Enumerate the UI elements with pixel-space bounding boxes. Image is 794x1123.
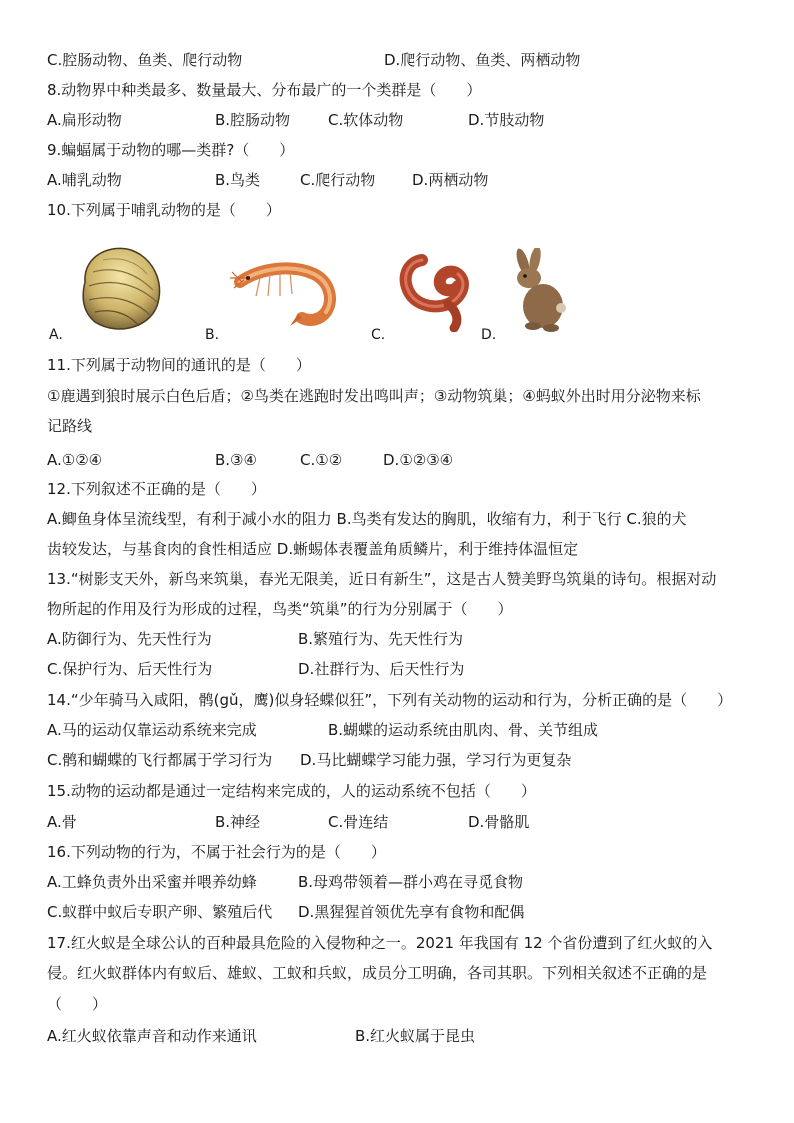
q13-option-b: B.繁殖行为、先天性行为: [298, 630, 464, 648]
q14-stem: 14.“少年骑马入咸阳，鹘(gǔ，鹰)似身轻蝶似狂”，下列有关动物的运动和行为，分析正确的是（ ）: [47, 691, 733, 709]
q8-option-c: C.软体动物: [328, 111, 404, 129]
q15-stem: 15.动物的运动都是通过一定结构来完成的，人的运动系统不包括（ ）: [47, 782, 536, 800]
clam-icon: [73, 242, 165, 334]
rabbit-icon: [503, 248, 573, 334]
q10-option-a: A.: [49, 327, 63, 343]
q14-option-c: C.鹘和蝴蝶的飞行都属于学习行为: [47, 751, 273, 769]
q14-option-a: A.马的运动仅靠运动系统来完成: [47, 721, 257, 739]
q16-option-d: D.黑猩猩首领优先享有食物和配偶: [298, 903, 525, 921]
q10-option-c: C.: [371, 327, 386, 343]
q14-option-d: D.马比蝴蝶学习能力强，学习行为更复杂: [300, 751, 572, 769]
q7-option-d: D.爬行动物、鱼类、两栖动物: [384, 51, 581, 69]
q16-stem: 16.下列动物的行为，不属于社会行为的是（ ）: [47, 843, 386, 861]
q15-option-c: C.骨连结: [328, 813, 389, 831]
q13-option-c: C.保护行为、后天性行为: [47, 660, 213, 678]
q9-option-d: D.两栖动物: [412, 171, 489, 189]
q12-stem: 12.下列叙述不正确的是（ ）: [47, 480, 266, 498]
q8-option-a: A.扁形动物: [47, 111, 122, 129]
q9-option-b: B.鸟类: [215, 171, 261, 189]
q9-option-c: C.爬行动物: [300, 171, 376, 189]
q15-option-d: D.骨骼肌: [468, 813, 530, 831]
q12-options-line-2: 齿较发达，与基食肉的食性相适应 D.蜥蜴体表覆盖角质鳞片，利于维持体温恒定: [47, 540, 579, 558]
q8-option-d: D.节肢动物: [468, 111, 545, 129]
earthworm-icon: [394, 252, 478, 332]
q13-stem-line-1: 13.“树影支天外，新鸟来筑巢，春光无限美，近日有新生”，这是古人赞美野鸟筑巢的诗句。根据对动: [47, 570, 717, 588]
q11-option-d: D.①②③④: [383, 451, 454, 469]
q9-stem: 9.蝙蝠属于动物的哪—类群?（ ）: [47, 141, 295, 159]
q17-option-a: A.红火蚁依靠声音和动作来通讯: [47, 1027, 257, 1045]
q8-stem: 8.动物界中种类最多、数量最大、分布最广的一个类群是（ ）: [47, 81, 482, 99]
q9-option-a: A.哺乳动物: [47, 171, 122, 189]
q13-option-d: D.社群行为、后天性行为: [298, 660, 465, 678]
q10-option-d: D.: [481, 327, 497, 343]
q8-option-b: B.腔肠动物: [215, 111, 291, 129]
q10-option-b: B.: [205, 327, 220, 343]
q17-stem-line-1: 17.红火蚁是全球公认的百种最具危险的入侵物种之一。2021 年我国有 12 个省份遭到了红火蚁的入: [47, 934, 713, 952]
q15-option-b: B.神经: [215, 813, 261, 831]
q11-option-a: A.①②④: [47, 451, 103, 469]
q12-options-line-1: A.鲫鱼身体呈流线型，有利于减小水的阻力 B.鸟类有发达的胸肌，收缩有力，利于飞行 C.狼的犬: [47, 510, 687, 528]
q16-option-c: C.蚁群中蚁后专职产卵、繁殖后代: [47, 903, 273, 921]
q14-option-b: B.蝴蝶的运动系统由肌肉、骨、关节组成: [328, 721, 599, 739]
q17-stem-line-3: （ ）: [47, 995, 108, 1013]
q17-option-b: B.红火蚁属于昆虫: [355, 1027, 476, 1045]
shrimp-icon: [230, 256, 336, 328]
q13-option-a: A.防御行为、先天性行为: [47, 630, 212, 648]
q7-option-c: C.腔肠动物、鱼类、爬行动物: [47, 51, 243, 69]
q16-option-b: B.母鸡带领着—群小鸡在寻觅食物: [298, 873, 524, 891]
q11-option-b: B.③④: [215, 451, 257, 469]
q11-option-c: C.①②: [300, 451, 343, 469]
q13-stem-line-2: 物所起的作用及行为形成的过程，鸟类“筑巢”的行为分别属于（ ）: [47, 600, 513, 618]
q11-stem: 11.下列属于动物间的通讯的是（ ）: [47, 356, 311, 374]
q17-stem-line-2: 侵。红火蚁群体内有蚁后、雄蚁、工蚁和兵蚁，成员分工明确，各司其职。下列相关叙述不正确的是: [47, 964, 708, 982]
q15-option-a: A.骨: [47, 813, 77, 831]
q10-stem: 10.下列属于哺乳动物的是（ ）: [47, 201, 281, 219]
q11-statements-line-1: ①鹿遇到狼时展示白色后盾；②鸟类在逃跑时发出鸣叫声；③动物筑巢；④蚂蚁外出时用分泌物来标: [47, 387, 701, 405]
q16-option-a: A.工蜂负责外出采蜜并喂养幼蜂: [47, 873, 257, 891]
q11-statements-line-2: 记路线: [47, 417, 93, 435]
